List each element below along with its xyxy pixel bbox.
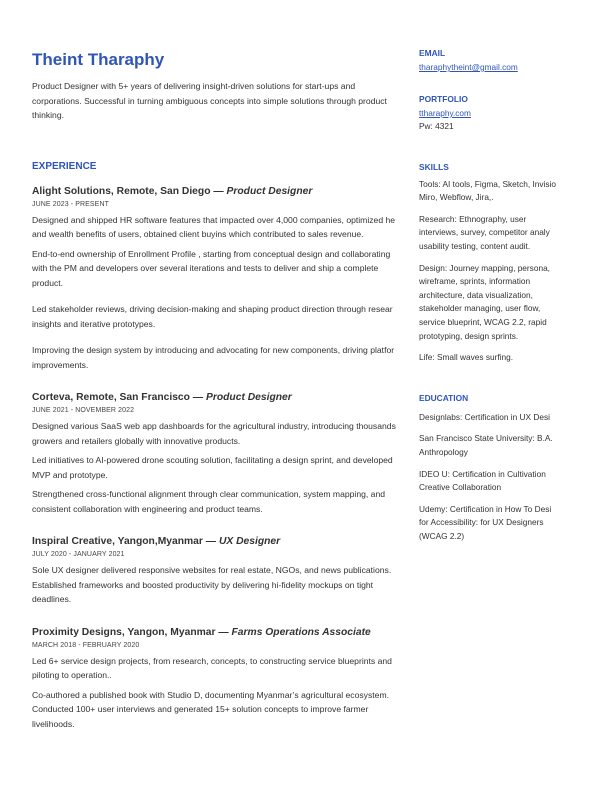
job-title (32, 186, 402, 197)
job-paragraph (32, 688, 402, 732)
skills-research (419, 213, 612, 254)
job-dates: JUNE 2023 - PRESENT (32, 200, 109, 208)
job-entry (32, 186, 402, 373)
job-company: Proximity Designs, Yangon, Myanmar — (32, 626, 232, 638)
skills-line: service blueprint, WCAG 2.2, rapid (419, 316, 547, 327)
email-block (419, 48, 612, 74)
skills-line: Miro, Webflow, Jira,. (419, 192, 494, 203)
job-line: Strengthened cross-functional alignment through clear communication, system mapping, and (32, 489, 386, 499)
portfolio-block (419, 94, 612, 134)
education-line: Designlabs: Certification in UX Desi (419, 411, 550, 422)
education-line: (WCAG 2.2) (419, 530, 465, 541)
job-line: Improving the design system by introducing and advocating for new components, driving platfor (32, 345, 395, 355)
portfolio-link[interactable]: ttharaphy.com (419, 108, 471, 118)
job-role: Product Designer (226, 185, 313, 197)
job-line: Led stakeholder reviews, driving decision-making and shaping product direction through resear (32, 304, 393, 314)
job-dates: JUNE 2021 - NOVEMBER 2022 (32, 407, 135, 414)
job-paragraph (32, 654, 402, 683)
job-title (32, 392, 402, 403)
job-line: with the PM and developers over several iterations and tests to deliver and ship a complete (32, 263, 379, 273)
job-line: Conducted 100+ user interviews and generated 15+ solution concepts to improve farmer (32, 704, 369, 714)
skills-block (419, 162, 612, 365)
job-line: Designed various SaaS web app dashboards for the agricultural industry, introducing thousands (32, 421, 396, 431)
education-line: for Accessibility: for UX Designers (419, 517, 544, 528)
job-paragraph (32, 487, 402, 516)
skills-tools (419, 178, 612, 205)
skills-line: interviews, survey, competitor analy (419, 227, 550, 238)
job-line: MVP and prototype. (32, 469, 108, 480)
education-line: IDEO U: Certification in Cultivation (419, 468, 546, 479)
job-line: End-to-end ownership of Enrollment Profile , starting from conceptual design and collaborating (32, 248, 391, 259)
skills-line: Research: Ethnography, user (419, 213, 527, 224)
job-line: Co-authored a published book with Studio D, documenting Myanmar’s agricultural ecosystem. (32, 689, 389, 700)
skills-line: wireframe, sprints, information (419, 276, 531, 287)
education-item (419, 468, 612, 495)
job-line: Led initiatives to AI-powered drone scouting solution, facilitating a design sprint, and developed (32, 455, 393, 465)
email-heading: EMAIL (419, 48, 446, 58)
job-line: piloting to operation.. (32, 670, 112, 680)
job-line: Led 6+ service design projects, from research, concepts, to constructing service blueprints and (32, 655, 392, 666)
skills-life: Life: Small waves surfing. (419, 352, 514, 363)
job-role: Farms Operations Associate (231, 626, 371, 638)
job-role: Product Designer (205, 392, 292, 403)
job-line: consistent collaboration with engineering and product teams. (32, 503, 263, 514)
job-line: deadlines. (32, 594, 72, 604)
skills-line: Design: Journey mapping, persona, (419, 262, 550, 273)
job-paragraph (32, 343, 402, 372)
education-item (419, 411, 612, 425)
skills-line: prototyping, design sprints. (419, 330, 519, 341)
job-line: insights and iterative prototypes. (32, 318, 156, 329)
job-role: UX Designer (218, 536, 281, 547)
job-line: improvements. (32, 359, 89, 370)
job-line: Sole UX designer delivered responsive websites for real estate, NGOs, and news publications. (32, 565, 392, 575)
candidate-name: Theint Tharaphy (32, 50, 165, 69)
job-line: Designed and shipped HR software features that impacted over 4,000 companies, optimized he (32, 214, 396, 225)
education-block (419, 393, 612, 544)
education-heading: EDUCATION (419, 392, 469, 403)
education-item (419, 503, 612, 544)
job-company: Inspiral Creative, Yangon,Myanmar — (32, 536, 219, 547)
job-entry (32, 627, 402, 732)
job-line: livelihoods. (32, 718, 75, 729)
education-line: Anthropology (419, 446, 468, 457)
skills-line: Tools: AI tools, Figma, Sketch, Invisio (419, 178, 556, 189)
summary: Product Designer with 5+ years of delivering insight-driven solutions for start-ups and corporations. Successful in turning ambiguous concepts into simple solutions through product thinking. (32, 81, 387, 120)
main-column (32, 48, 402, 751)
skills-line: architecture, data visualization, (419, 289, 533, 300)
job-paragraph (32, 213, 402, 242)
job-entry (32, 536, 402, 607)
job-paragraph (32, 247, 402, 291)
job-dates: JULY 2020 - JANUARY 2021 (32, 551, 125, 558)
sidebar-column (419, 48, 612, 565)
job-line: Established frameworks and boosted productivity by delivering hi-fidelity mockups on tight (32, 579, 374, 590)
job-paragraph (32, 419, 402, 448)
skills-heading: SKILLS (419, 161, 449, 172)
job-title (32, 627, 402, 638)
job-company: Corteva, Remote, San Francisco — (32, 392, 206, 403)
skills-line: usability testing, content audit. (419, 240, 531, 251)
job-dates: MARCH 2018 - FEBRUARY 2020 (32, 641, 140, 649)
education-item (419, 432, 612, 459)
job-paragraph (32, 302, 402, 331)
portfolio-password: Pw: 4321 (419, 121, 454, 131)
job-entry (32, 392, 402, 516)
skills-design (419, 262, 612, 344)
education-line: Creative Collaboration (419, 482, 502, 493)
job-paragraph (32, 453, 402, 482)
skills-line: stakeholder managing, user flow, (419, 303, 541, 314)
email-link[interactable]: tharaphytheint@gmail.com (419, 62, 518, 72)
job-title (32, 536, 402, 547)
job-line: product. (32, 277, 64, 288)
job-paragraph (32, 563, 402, 607)
education-line: Udemy: Certification in How To Desi (419, 503, 552, 514)
job-company: Alight Solutions, Remote, San Diego — (32, 185, 227, 197)
experience-heading: EXPERIENCE (32, 160, 97, 172)
job-line: growers and retailers globally with innovative products. (32, 435, 241, 446)
portfolio-heading: PORTFOLIO (419, 94, 468, 104)
education-line: San Francisco State University: B.A. (419, 433, 553, 444)
job-line: and wealth benefits of users, obtained client buyins which contributed to sales revenue. (32, 229, 364, 239)
